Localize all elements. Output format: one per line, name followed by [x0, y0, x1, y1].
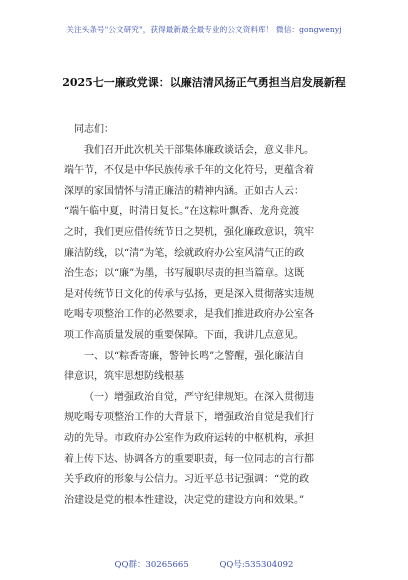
text-line: 治建设是党的根本性建设，决定党的建设方向和效果。” [64, 494, 305, 506]
text-line: 吃喝专项整治工作的必然要求，是我们推进政府办公室各 [64, 309, 314, 321]
greeting: 同志们： [74, 124, 114, 135]
qq-group: QQ群：30265665 [114, 560, 189, 570]
text-line: 规吃喝专项整治工作的大背景下，增强政治自觉是我们行 [64, 412, 314, 424]
text-line: 着上传下达、协调各方的重要职责，每一位同志的言行都 [64, 453, 314, 465]
text-line: （一）增强政治自觉，严守纪律规矩。在深入贯彻违 [84, 391, 314, 403]
section-heading-line: 一、以“粽香寄廉，警钟长鸣”之警醒，强化廉洁自 [84, 350, 305, 362]
text-line: 端午节，不仅是中华民族传承千年的文化符号，更蕴含着 [64, 165, 314, 177]
qq-number: QQ号:535304092 [219, 560, 294, 570]
text-line: 之时，我们更应借传统节日之契机，强化廉政意识，筑牢 [64, 226, 314, 238]
text-line: 治生态；以“廉”为墨，书写履职尽责的担当篇章。这既 [64, 268, 305, 280]
paragraph [64, 141, 346, 512]
text-line: 项工作高质量发展的重要保障。下面，我讲几点意见。 [64, 329, 304, 341]
header-note: 关注头条号"公文研究"，获得最新最全最专业的公文资料库！ 微信：gongwenyj [66, 25, 342, 34]
text-line: 我们召开此次机关干部集体廉政谈话会，意义非凡。 [84, 144, 314, 156]
text-line: 动的先导。市政府办公室作为政府运转的中枢机构，承担 [64, 432, 314, 444]
text-line: 是对传统节日文化的传承与弘扬，更是深入贯彻落实违规 [64, 288, 314, 300]
document-title: 2025七一廉政党课：以廉洁清风扬正气勇担当启发展新程 [62, 76, 346, 89]
footer [0, 558, 408, 570]
text-line: 关乎政府的形象与公信力。习近平总书记强调：“党的政 [64, 474, 310, 486]
document-body [64, 120, 346, 511]
text-line: 深厚的家国情怀与清正廉洁的精神内涵。正如古人云： [64, 185, 304, 197]
text-line: “端午临中夏，时清日复长。”在这粽叶飘香、龙舟竞渡 [64, 206, 300, 218]
text-line: 廉洁防线，以“清”为笔，绘就政府办公室风清气正的政 [64, 247, 305, 259]
section-heading-line: 律意识，筑牢思想防线根基 [64, 371, 184, 383]
